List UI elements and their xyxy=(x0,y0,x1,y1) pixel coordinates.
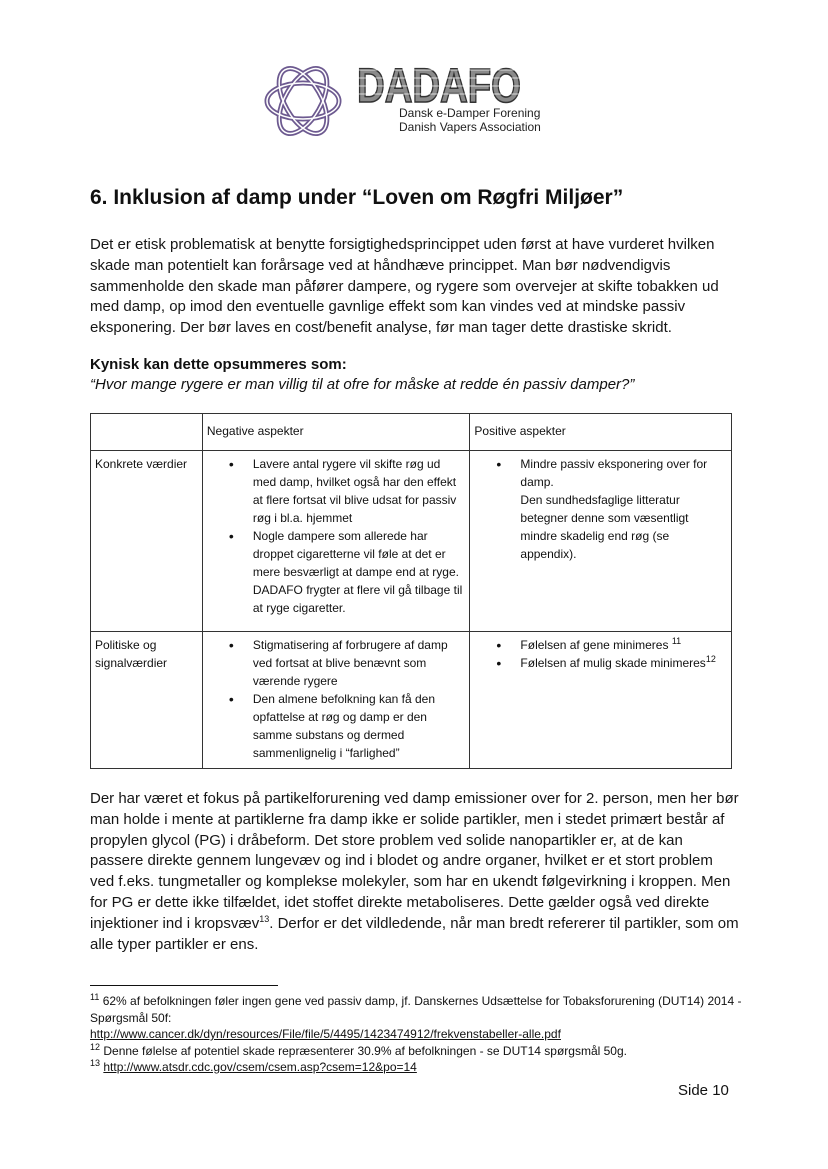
list-item xyxy=(520,636,727,654)
footnote-number: 11 xyxy=(90,992,100,1002)
footnote-ref[interactable]: 12 xyxy=(705,654,716,664)
table-row xyxy=(91,632,732,769)
table-row xyxy=(91,451,732,632)
aspects-table xyxy=(90,413,732,769)
table-header-row xyxy=(91,414,732,451)
row-label: Konkrete værdier xyxy=(91,451,203,632)
footnote-ref[interactable]: 11 xyxy=(671,636,682,646)
particles-paragraph xyxy=(90,789,740,955)
list-item: • Nogle dampere som allerede har droppet cigaretterne vil føle at det er mere besværligt at dampe end at ryge. DADAFO frygter at flere vil gå tilbage til at ryge cigaretter. xyxy=(253,527,466,617)
dadafo-logo-wordmark xyxy=(355,60,523,108)
paragraph-text: Der har været et fokus på partikelforurening ved damp emissioner over for 2. person, men her bør man holde i mente at partiklerne fra damp ikke er solide partikler, men i stedet primært består af propylen glycol (PG) i dråbeform. Det store problem ved solide nanopartikler er, at de kan passere direkte gennem lungevæv og ind i blodet og andre organer, hvilket er et stort problem ved f.eks. tungmetaller og komplekse molekyler, som har en ukendt følgevirkning i kroppen. Men for PG er dette ikke tilfældet, idet stoffet direkte metaboliseres. Dette gælder også ved direkte injektioner ind i kropsvæv xyxy=(90,790,739,932)
table-corner-cell xyxy=(91,414,203,451)
list-item-text: Følelsen af mulig skade minimeres xyxy=(520,656,706,670)
positive-cell xyxy=(470,632,732,769)
cynic-quote: “Hvor mange rygere er man villig til at ofre for måske at redde én passiv damper?” xyxy=(90,376,635,393)
page-number: Side 10 xyxy=(678,1082,729,1099)
list-item: • Stigmatisering af forbrugere af damp ved fortsat at blive benævnt som værende rygere xyxy=(253,636,466,690)
paragraph-text: . Derfor er det vildledende, når man bredt refererer til partikler, som om alle typer partikler er ens. xyxy=(90,914,739,953)
list-item: • Mindre passiv eksponering over for damp. xyxy=(520,455,727,491)
footnotes xyxy=(90,993,750,1076)
logo-subtitle xyxy=(399,106,541,134)
list-item: • Lavere antal rygere vil skifte røg ud med damp, hvilket også har den effekt at flere fortsat vil blive udsat for passiv røg i bl.a. hjemmet xyxy=(253,455,466,527)
header-negative: Negative aspekter xyxy=(202,414,470,451)
svg-text:DADAFO: DADAFO xyxy=(357,60,521,108)
footnote-ref[interactable]: 13 xyxy=(259,913,270,924)
negative-cell xyxy=(202,632,470,769)
negative-cell xyxy=(202,451,470,632)
row-label: Politiske og signalværdier xyxy=(91,632,203,769)
intro-paragraph: Det er etisk problematisk at benytte forsigtighedsprincippet uden først at have vurderet hvilken skade man potentielt kan forårsage ved at håndhæve princippet. Man bør nødvendigvis sammenholde den skade man påfører dampere, og rygere som overvejer at skifte tobakken ud med damp, op imod den eventuelle gavnlige effekt som kan vindes ved at mindske passiv eksponering. Der bør laves en cost/benefit analyse, før man tager dette drastiske skridt. xyxy=(90,236,719,337)
footnote xyxy=(90,1043,750,1060)
section-heading: 6. Inklusion af damp under “Loven om Røgfri Miljøer” xyxy=(90,186,624,209)
footnote-text: 62% af befolkningen føler ingen gene ved passiv damp, jf. Danskernes Udsættelse for Tobaksforurening (DUT14) 2014 - Spørgsmål 50f: xyxy=(90,994,742,1025)
footnote xyxy=(90,1059,750,1076)
header-positive: Positive aspekter xyxy=(470,414,732,451)
positive-note: Den sundhedsfaglige litteratur betegner denne som væsentligt mindre skadelig end røg (se appendix). xyxy=(520,493,689,561)
footnote-divider xyxy=(90,985,278,986)
dadafo-emblem-icon xyxy=(258,55,348,147)
footnote-number: 13 xyxy=(90,1058,101,1068)
footnote-link[interactable]: http://www.cancer.dk/dyn/resources/File/file/5/4495/1423474912/frekvenstabeller-alle.pdf xyxy=(90,1027,561,1041)
logo-subtitle-danish: Dansk e-Damper Forening xyxy=(399,106,541,120)
list-item xyxy=(520,654,727,672)
footnote-text: Denne følelse af potentiel skade repræsenterer 30.9% af befolkningen - se DUT14 spørgsmål 50g. xyxy=(103,1043,627,1058)
footnote-number: 12 xyxy=(90,1041,101,1052)
footnote-link[interactable]: http://www.atsdr.cdc.gov/csem/csem.asp?csem=12&po=14 xyxy=(103,1060,417,1074)
list-item: • Den almene befolkning kan få den opfattelse at røg og damp er den samme substans og dermed sammenlignelig i “farlighed” xyxy=(253,690,466,762)
list-item-text: Følelsen af gene minimeres xyxy=(520,638,669,652)
cynic-heading: Kynisk kan dette opsummeres som: xyxy=(90,356,347,373)
positive-cell xyxy=(470,451,732,632)
logo-subtitle-english: Danish Vapers Association xyxy=(399,120,541,134)
footnote xyxy=(90,993,750,1043)
